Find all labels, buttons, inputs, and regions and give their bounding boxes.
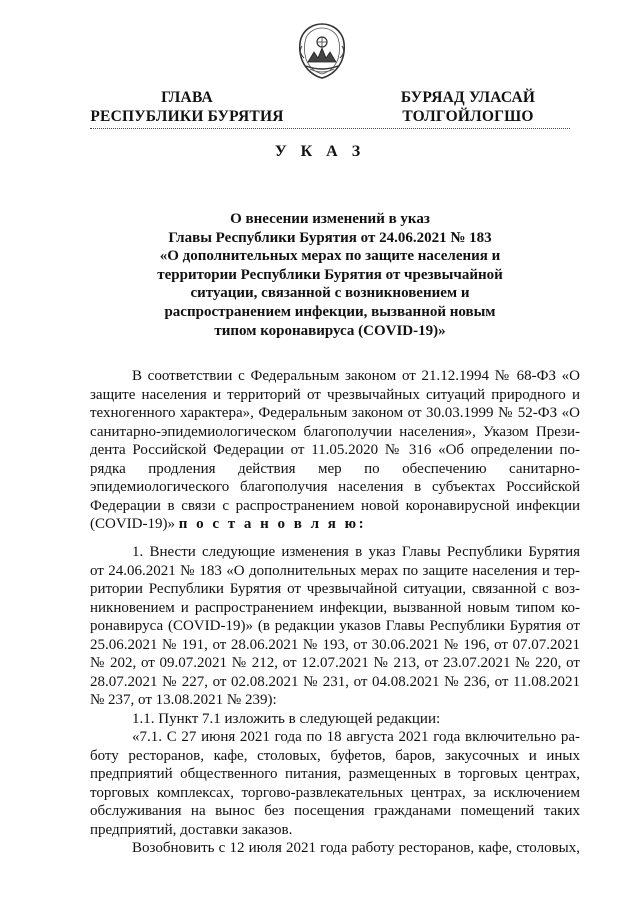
item-line: ронавируса (COVID-19)» (в редакции указов Главы Республики Бурятия от	[90, 618, 580, 634]
item-1-paragraph	[90, 543, 580, 858]
title-line: типом коронавируса (COVID-19)»	[214, 322, 446, 339]
header-right-block	[383, 88, 553, 126]
item-line: «7.1. С 27 июня 2021 года по 18 августа 2021 года включительно ра-	[132, 729, 580, 745]
decree-keyword: п о с т а н о в л я ю:	[178, 516, 367, 532]
preamble-line: защите населения и территорий от чрезвычайных ситуаций природного и	[90, 386, 580, 403]
item-line: от 24.06.2021 № 183 «О дополнительных мерах по защите населения и тер-	[90, 562, 580, 579]
preamble-line: В соответствии с Федеральным законом от 21.12.1994 № 68-ФЗ «О	[132, 368, 580, 384]
title-line: «О дополнительных мерах по защите населения и	[159, 248, 501, 265]
item-line: Возобновить с 12 июля 2021 года работу ресторанов, кафе, столовых,	[132, 840, 580, 856]
header-left-line1: ГЛАВА	[161, 89, 213, 106]
preamble-line: Федерации в связи с распространением новой коронавирусной инфекции	[90, 497, 580, 514]
title-line: О внесении изменений в указ	[230, 211, 430, 227]
preamble-line: рядка продления действия мер по обеспечению санитарно-	[90, 460, 580, 477]
header-right-line2: ТОЛГОЙЛОГШО	[402, 108, 534, 125]
item-line: торговых комплексах, торгово-развлекательных центрах, за исключением	[90, 784, 580, 801]
header-right-line1: БУРЯАД УЛАСАЙ	[400, 89, 536, 106]
title-line: Главы Республики Бурятия от 24.06.2021 № 183	[168, 229, 492, 246]
preamble-line: эпидемиологического благополучия населения в субъектах Российской	[90, 479, 580, 495]
preamble-last-text: (COVID-19)»	[90, 516, 175, 532]
title-line: распространением инфекции, вызванной новым	[164, 303, 496, 320]
item-line: никновением и распространением инфекции, вызванной новым типом ко-	[90, 599, 580, 616]
item-line: 1. Внести следующие изменения в указ Главы Республики Бурятия	[132, 544, 580, 560]
header-left-line2: РЕСПУБЛИКИ БУРЯТИЯ	[90, 108, 284, 125]
title-line: территории Республики Бурятия от чрезвычайной	[157, 266, 503, 283]
item-line: 1.1. Пункт 7.1 изложить в следующей редакции:	[132, 710, 441, 727]
preamble-line: дента Российской Федерации от 11.05.2020 № 316 «Об определении по-	[90, 442, 580, 458]
decree-heading: У К А З	[274, 143, 366, 160]
item-line: № 237, от 13.08.2021 № 239):	[90, 692, 277, 708]
item-line: предприятий общественного питания, размещенных в торговых центрах,	[90, 766, 580, 782]
item-line: обслуживания на вынос без посещения гражданами помещений таких	[90, 803, 580, 819]
item-line: ритории Республики Бурятия от чрезвычайной ситуации, связанной с воз-	[90, 581, 580, 597]
preamble-paragraph	[90, 367, 580, 534]
item-line: 28.07.2021 № 227, от 02.08.2021 № 231, от 04.08.2021 № 236, от 11.08.2021	[90, 673, 580, 690]
item-line: предприятий, доставки заказов.	[90, 821, 293, 838]
preamble-line: санитарно-эпидемиологическом благополучии населения», Указом Прези-	[90, 423, 580, 440]
item-line: боту ресторанов, кафе, столовых, буфетов, баров, закусочных и иных	[90, 747, 580, 764]
coat-of-arms-emblem-icon	[296, 22, 348, 80]
decree-title	[90, 210, 570, 340]
header-left-block	[82, 88, 292, 126]
title-line: ситуации, связанной с возникновением и	[190, 285, 470, 302]
item-line: 25.06.2021 № 191, от 28.06.2021 № 193, от 30.06.2021 № 196, от 07.07.2021	[90, 636, 580, 653]
preamble-line: техногенного характера», Федеральным законом от 30.03.1999 № 52-ФЗ «О	[90, 405, 580, 421]
header-divider	[90, 128, 570, 129]
item-line: № 202, от 09.07.2021 № 212, от 12.07.2021 № 213, от 23.07.2021 № 220, от	[90, 655, 580, 671]
preamble-last-line	[90, 515, 580, 534]
